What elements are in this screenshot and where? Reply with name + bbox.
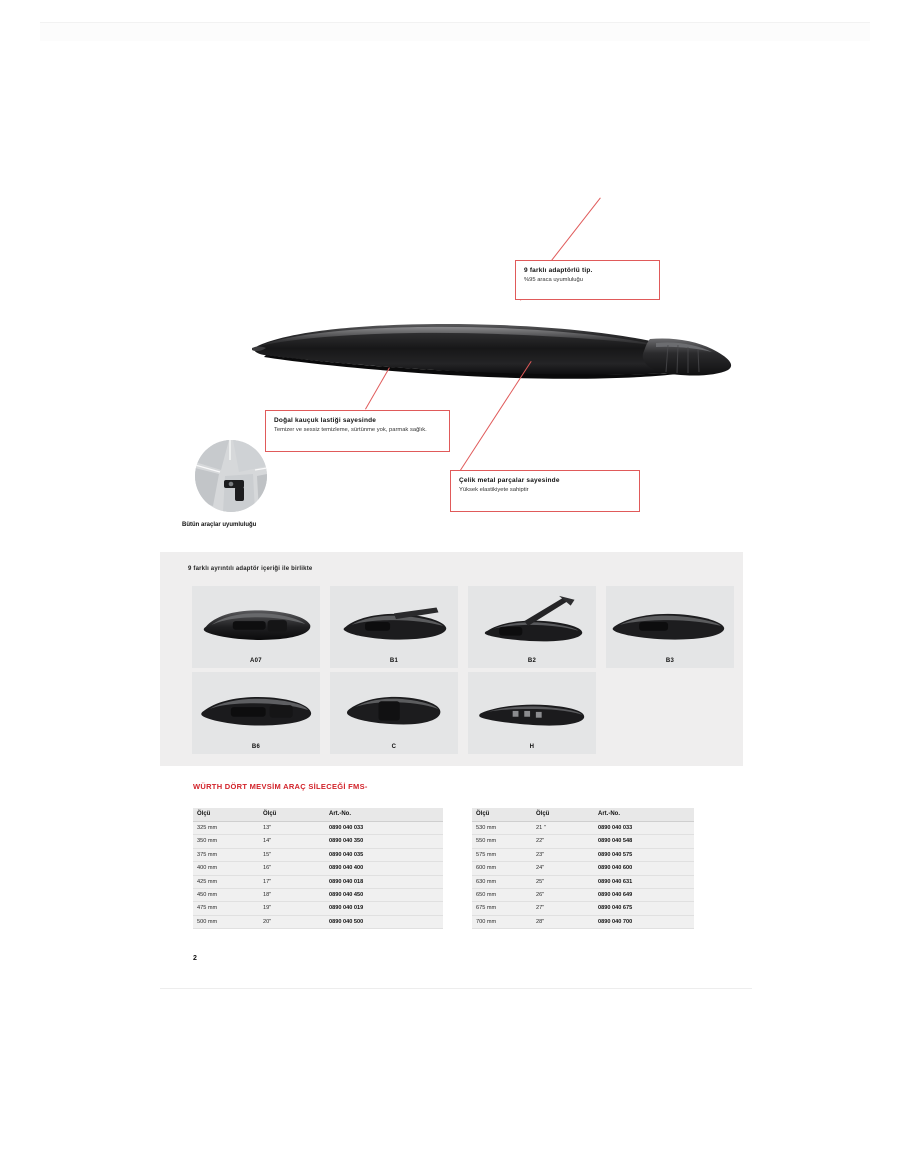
cell-size-inch: 20" xyxy=(263,918,272,925)
adapter-panel-title: 9 farklı ayrıntılı adaptör içeriği ile birlikte xyxy=(188,566,313,572)
adapter-tile-b1[interactable] xyxy=(330,586,458,668)
cell-size-mm: 530 mm xyxy=(476,825,497,831)
table-row xyxy=(472,888,694,901)
cell-size-mm: 675 mm xyxy=(476,905,497,912)
cell-art-no: 0890 040 035 xyxy=(329,851,364,858)
adapter-tile-c-label: C xyxy=(391,744,397,750)
adapter-tile-h-label: H xyxy=(529,744,535,750)
table-row xyxy=(472,848,694,861)
adapter-b3-icon xyxy=(612,594,728,652)
cell-size-mm: 500 mm xyxy=(197,918,218,925)
adapter-panel xyxy=(160,552,743,766)
table-row xyxy=(472,875,694,888)
cell-art-no: 0890 040 675 xyxy=(598,905,633,912)
table-row xyxy=(193,888,443,901)
adapter-tile-b2[interactable] xyxy=(468,586,596,668)
th-size-mm: Ölçü xyxy=(472,808,532,822)
adapter-detail-caption: Bütün araçlar uyumluluğu xyxy=(182,522,257,528)
cell-size-inch: 18" xyxy=(263,891,272,898)
adapter-tile-b6[interactable] xyxy=(192,672,320,754)
cell-size-mm: 400 mm xyxy=(197,865,218,872)
adapter-tile-b3-label: B3 xyxy=(665,658,675,664)
adapter-tile-b1-label: B1 xyxy=(389,658,399,664)
cell-size-inch: 13" xyxy=(263,825,272,831)
size-table-left xyxy=(193,808,443,929)
size-table-right xyxy=(472,808,694,929)
cell-size-mm: 475 mm xyxy=(197,905,218,912)
callout-rubber-title: Doğal kauçuk lastiği sayesinde xyxy=(274,417,377,424)
cell-size-inch: 22" xyxy=(536,838,545,845)
table-row xyxy=(193,915,443,928)
adapter-b2-icon xyxy=(474,594,590,652)
cell-size-mm: 350 mm xyxy=(197,838,218,845)
adapter-c-icon xyxy=(336,680,452,738)
cell-size-inch: 23" xyxy=(536,851,545,858)
cell-art-no: 0890 040 631 xyxy=(598,878,633,885)
adapter-detail-svg xyxy=(195,440,267,512)
adapter-tile-h[interactable] xyxy=(468,672,596,754)
table-row xyxy=(193,848,443,861)
cell-size-inch: 15" xyxy=(263,851,272,858)
callout-adapter-subtitle: %95 araca uyumluluğu xyxy=(524,277,583,284)
table-header-row xyxy=(472,808,694,822)
table-row xyxy=(193,862,443,875)
adapter-tile-c[interactable] xyxy=(330,672,458,754)
footer-divider xyxy=(160,988,752,989)
table-header-row xyxy=(193,808,443,822)
cell-size-inch: 25" xyxy=(536,878,545,885)
cell-size-inch: 24" xyxy=(536,865,545,872)
th-art-no: Art.-No. xyxy=(594,808,694,822)
cell-size-inch: 21 " xyxy=(536,825,546,831)
adapter-tile-a07[interactable] xyxy=(192,586,320,668)
cell-size-inch: 14" xyxy=(263,838,272,845)
adapter-h-icon xyxy=(474,680,590,738)
adapter-detail-circle xyxy=(195,440,267,512)
cell-size-inch: 16" xyxy=(263,865,272,872)
cell-art-no: 0890 040 500 xyxy=(329,918,364,925)
cell-size-mm: 325 mm xyxy=(197,825,218,831)
cell-art-no: 0890 040 350 xyxy=(329,838,364,845)
cell-art-no: 0890 040 575 xyxy=(598,851,633,858)
adapter-tile-grid xyxy=(184,580,729,756)
cell-art-no: 0890 040 400 xyxy=(329,865,364,872)
cell-size-mm: 425 mm xyxy=(197,878,218,885)
cell-art-no: 0890 040 649 xyxy=(598,891,633,898)
table-row xyxy=(193,902,443,915)
cell-size-mm: 550 mm xyxy=(476,838,497,845)
cell-size-mm: 650 mm xyxy=(476,891,497,898)
adapter-tile-b3[interactable] xyxy=(606,586,734,668)
adapter-b1-icon xyxy=(336,594,452,652)
cell-size-mm: 630 mm xyxy=(476,878,497,885)
cell-size-inch: 19" xyxy=(263,905,272,912)
callout-steel xyxy=(450,470,640,512)
wiper-blade-svg xyxy=(250,315,750,385)
callout-adapter xyxy=(515,260,660,300)
table-row xyxy=(472,915,694,928)
callout-adapter-title: 9 farklı adaptörlü tip. xyxy=(524,267,593,274)
cell-size-mm: 700 mm xyxy=(476,918,497,925)
adapter-tile-a07-label: A07 xyxy=(250,658,262,664)
adapter-b6-icon xyxy=(198,680,314,738)
product-heading: WÜRTH DÖRT MEVSİM ARAÇ SİLECEĞİ FMS- xyxy=(193,782,368,791)
th-size-mm: Ölçü xyxy=(193,808,259,822)
adapter-tile-b6-label: B6 xyxy=(251,744,261,750)
cell-size-mm: 575 mm xyxy=(476,851,497,858)
cell-size-inch: 27" xyxy=(536,905,545,912)
wiper-blade-graphic xyxy=(250,315,750,385)
table-row xyxy=(472,902,694,915)
cell-art-no: 0890 040 018 xyxy=(329,878,364,885)
cell-size-mm: 450 mm xyxy=(197,891,218,898)
cell-size-inch: 17" xyxy=(263,878,272,885)
cell-size-inch: 26" xyxy=(536,891,545,898)
th-size-inch: Ölçü xyxy=(259,808,325,822)
table-row xyxy=(472,835,694,848)
hero-illustration xyxy=(160,230,770,550)
cell-art-no: 0890 040 548 xyxy=(598,838,633,845)
table-row xyxy=(472,822,694,835)
callout-rubber xyxy=(265,410,450,452)
cell-art-no: 0890 040 450 xyxy=(329,891,364,898)
th-art-no: Art.-No. xyxy=(325,808,443,822)
table-row xyxy=(193,835,443,848)
callout-rubber-subtitle: Temizer ve sessiz temizleme, sürtünme yok, parmak sağlık. xyxy=(274,427,427,434)
table-row xyxy=(193,822,443,835)
cell-art-no: 0890 040 019 xyxy=(329,905,364,912)
cell-size-mm: 375 mm xyxy=(197,851,218,858)
callout-steel-subtitle: Yüksek elastikiyete sahiptir xyxy=(459,487,529,494)
cell-art-no: 0890 040 700 xyxy=(598,918,633,925)
table-row xyxy=(472,862,694,875)
cell-art-no: 0890 040 033 xyxy=(598,825,633,831)
cell-art-no: 0890 040 600 xyxy=(598,865,633,872)
header-band xyxy=(40,23,870,41)
adapter-tile-b2-label: B2 xyxy=(527,658,537,664)
cell-size-mm: 600 mm xyxy=(476,865,497,872)
cell-size-inch: 28" xyxy=(536,918,545,925)
adapter-a07-icon xyxy=(198,594,314,652)
callout-steel-title: Çelik metal parçalar sayesinde xyxy=(459,477,560,484)
table-row xyxy=(193,875,443,888)
th-size-inch: Ölçü xyxy=(532,808,594,822)
page-number: 2 xyxy=(193,955,197,962)
cell-art-no: 0890 040 033 xyxy=(329,825,364,831)
